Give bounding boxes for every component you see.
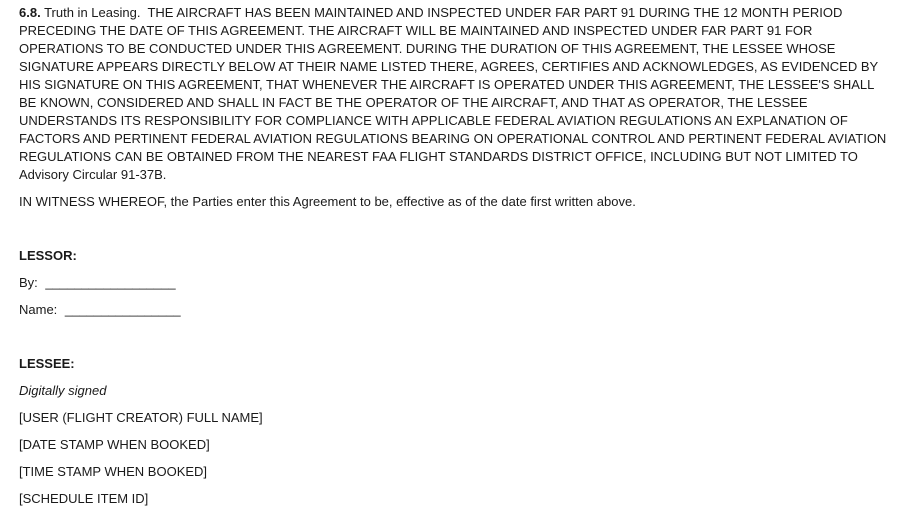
lessee-full-name: [USER (FLIGHT CREATOR) FULL NAME] (19, 410, 263, 425)
lessor-by-label: By: (19, 275, 38, 290)
lessor-name-blank: ________________ (64, 302, 181, 317)
lessee-time-stamp: [TIME STAMP WHEN BOOKED] (19, 464, 208, 479)
lessee-date-stamp: [DATE STAMP WHEN BOOKED] (19, 437, 210, 452)
lessee-digitally-signed: Digitally signed (19, 383, 107, 398)
section-number: 6.8. (19, 5, 41, 20)
lessor-by-line (19, 274, 887, 292)
section-title: Truth in Leasing. (44, 5, 141, 20)
lessee-schedule-item: [SCHEDULE ITEM ID] (19, 491, 149, 506)
lessor-heading: LESSOR: (19, 248, 77, 263)
lessee-heading: LESSEE: (19, 356, 75, 371)
truth-in-leasing-section (19, 0, 887, 184)
lessor-name-line (19, 301, 887, 319)
witness-statement: IN WITNESS WHEREOF, the Parties enter this Agreement to be, effective as of the date first written above. (19, 194, 636, 209)
section-text: THE AIRCRAFT HAS BEEN MAINTAINED AND INSPECTED UNDER FAR PART 91 DURING THE 12 MONTH PERIOD PRECEDING THE DATE OF THIS AGREEMENT. THE AIRCRAFT WILL BE MAINTAINED AND INSPECTED UNDER FAR PART 91 FOR OPERATIONS TO BE CONDUCTED UNDER THIS AGREEMENT. DURING THE DURATION OF THIS AGREEMENT, THE LESSEE WHOSE SIGNATURE APPEARS DIRECTLY BELOW AT THEIR NAME LISTED THERE, AGREES, CERTIFIES AND ACKNOWLEDGES, AS EVIDENCED BY HIS SIGNATURE ON THIS AGREEMENT, THAT WHENEVER THE AIRCRAFT IS OPERATED UNDER THIS AGREEMENT, THE LESSEE'S SHALL BE KNOWN, CONSIDERED AND SHALL IN FACT BE THE OPERATOR OF THE AIRCRAFT, AND THAT AS OPERATOR, THE LESSEE UNDERSTANDS ITS RESPONSIBILITY FOR COMPLIANCE WITH APPLICABLE FEDERAL AVIATION REGULATIONS AN EXPLANATION OF FACTORS AND PERTINENT FEDERAL AVIATION REGULATIONS BEARING ON OPERATIONAL CONTROL AND PERTINENT FEDERAL AVIATION REGULATIONS CAN BE OBTAINED FROM THE NEAREST FAA FLIGHT STANDARDS DISTRICT OFFICE, INCLUDING BUT NOT LIMITED TO Advisory Circular 91-37B. (19, 5, 887, 182)
lessor-name-label: Name: (19, 302, 58, 317)
lessor-signature-line: __________________ (45, 275, 176, 290)
